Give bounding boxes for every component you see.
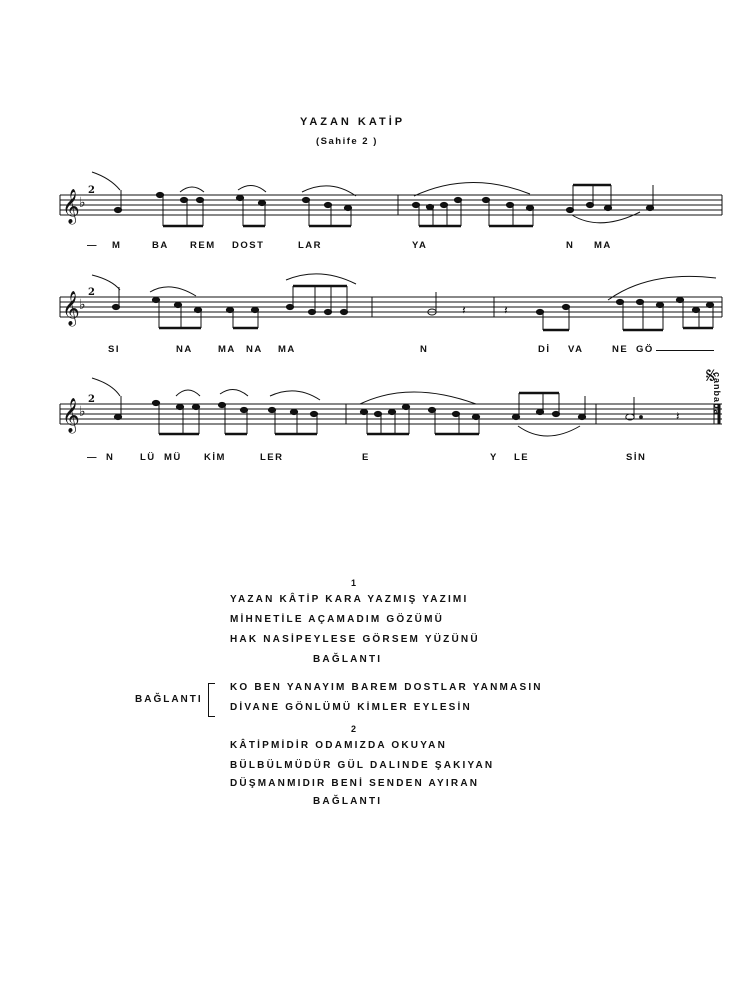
svg-text:♭: ♭ bbox=[79, 404, 86, 420]
svg-text:𝄞: 𝄞 bbox=[62, 189, 80, 224]
lyric-syllable: N bbox=[106, 452, 115, 463]
svg-text:𝄽: 𝄽 bbox=[504, 303, 508, 317]
lyric-syllable: REM bbox=[190, 240, 216, 251]
lyric-syllable: DOST bbox=[232, 240, 265, 251]
lyric-syllable: E bbox=[362, 452, 370, 463]
refrain-reference: BAĞLANTI bbox=[313, 796, 383, 807]
lyric-syllable: KİM bbox=[204, 452, 226, 463]
lyric-syllable: SI bbox=[108, 344, 120, 355]
refrain-label: BAĞLANTI bbox=[135, 694, 203, 705]
svg-text:𝄽: 𝄽 bbox=[676, 409, 680, 423]
lyric-syllable: LE bbox=[514, 452, 530, 463]
verse-line: BÜLBÜLMÜDÜR GÜL DALINDE ŞAKIYAN bbox=[230, 760, 495, 771]
lyric-syllable: MA bbox=[594, 240, 612, 251]
lyric-lead: — bbox=[87, 240, 98, 251]
refrain-reference: BAĞLANTI bbox=[313, 654, 383, 665]
lyric-syllable: GÖ bbox=[636, 344, 654, 355]
lyric-lead: — bbox=[87, 452, 98, 463]
svg-text:2: 2 bbox=[88, 394, 95, 405]
verse-line: YAZAN KÂTİP KARA YAZMIŞ YAZIMI bbox=[230, 594, 469, 605]
svg-text:𝄞: 𝄞 bbox=[62, 291, 80, 326]
lyric-syllable: MA bbox=[218, 344, 236, 355]
verse-number: 2 bbox=[351, 724, 357, 734]
lyric-syllable: SİN bbox=[626, 452, 647, 463]
lyric-syllable: NA bbox=[246, 344, 263, 355]
refrain-bracket bbox=[208, 683, 215, 717]
rehearsal-mark: canbaba bbox=[712, 372, 722, 416]
lyric-syllable: LAR bbox=[298, 240, 323, 251]
svg-text:𝄞: 𝄞 bbox=[62, 398, 80, 433]
svg-text:2: 2 bbox=[88, 287, 95, 298]
lyric-syllable: M bbox=[112, 240, 122, 251]
page-title: YAZAN KATİP bbox=[300, 116, 406, 128]
lyric-syllable: Dİ bbox=[538, 344, 551, 355]
page-subtitle: (Sahife 2 ) bbox=[316, 136, 378, 147]
lyric-syllable: LER bbox=[260, 452, 284, 463]
lyric-extender bbox=[656, 350, 714, 351]
lyric-syllable: YA bbox=[412, 240, 428, 251]
lyric-syllable: N bbox=[566, 240, 575, 251]
lyric-syllable: MÜ bbox=[164, 452, 182, 463]
verse-line: KÂTİPMİDİR ODAMIZDA OKUYAN bbox=[230, 740, 448, 751]
verse-line: HAK NASİPEYLESE GÖRSEM YÜZÜNÜ bbox=[230, 634, 480, 645]
svg-text:𝄽: 𝄽 bbox=[462, 303, 466, 317]
svg-text:♭: ♭ bbox=[79, 195, 86, 211]
lyric-syllable: VA bbox=[568, 344, 584, 355]
lyric-syllable: BA bbox=[152, 240, 169, 251]
lyric-syllable: MA bbox=[278, 344, 296, 355]
verse-line: MİHNETİLE AÇAMADIM GÖZÜMÜ bbox=[230, 614, 445, 625]
lyric-syllable: LÜ bbox=[140, 452, 156, 463]
refrain-line: DİVANE GÖNLÜMÜ KİMLER EYLESİN bbox=[230, 702, 472, 713]
verse-number: 1 bbox=[351, 578, 357, 588]
verse-line: DÜŞMANMIDIR BENİ SENDEN AYIRAN bbox=[230, 778, 480, 789]
lyric-syllable: Y bbox=[490, 452, 498, 463]
refrain-line: KO BEN YANAYIM BAREM DOSTLAR YANMASIN bbox=[230, 682, 543, 693]
lyric-syllable: NE bbox=[612, 344, 629, 355]
svg-text:2: 2 bbox=[88, 185, 95, 196]
lyric-syllable: N bbox=[420, 344, 429, 355]
lyric-syllable: NA bbox=[176, 344, 193, 355]
svg-text:♭: ♭ bbox=[79, 297, 86, 313]
segno-icon: 𝄋 bbox=[706, 364, 716, 389]
